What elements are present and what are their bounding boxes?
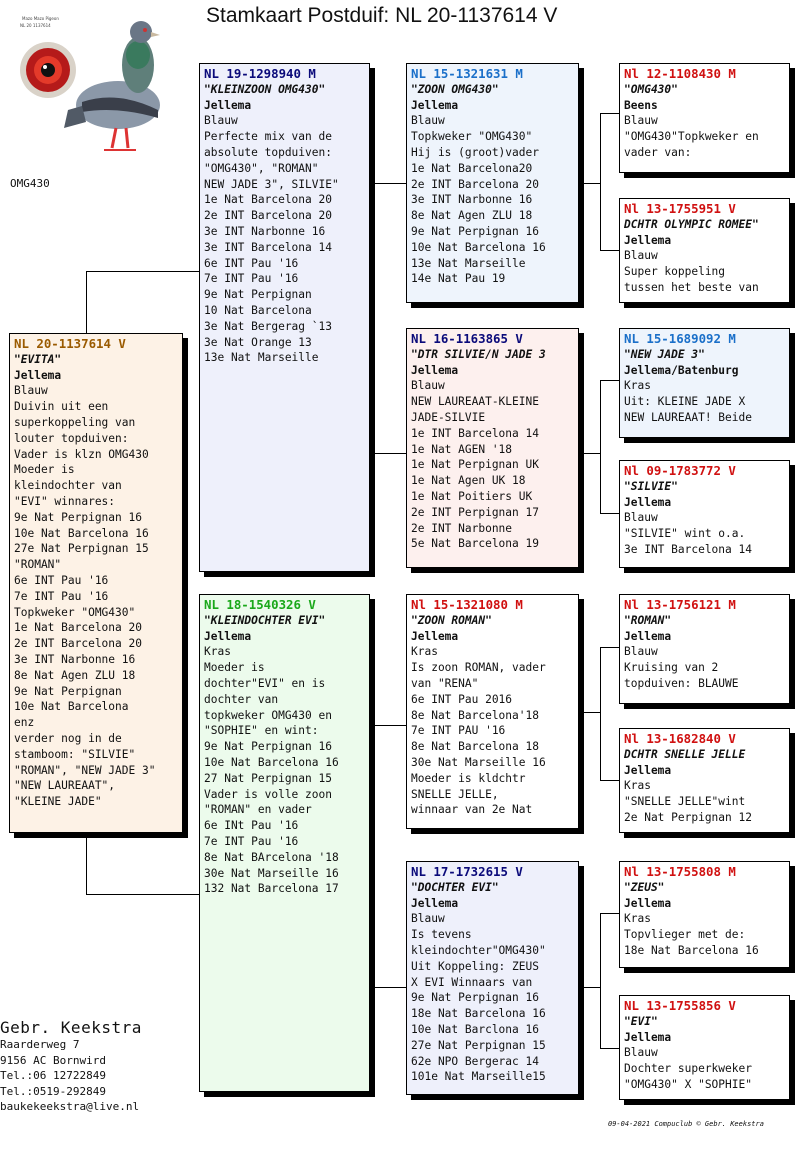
ggp-card-dds: [619, 861, 790, 968]
description-line: "ROMAN" en vader: [204, 803, 312, 817]
description-line: Super koppeling: [624, 265, 726, 279]
description-line: Blauw: [624, 249, 658, 263]
description-line: 3e INT Barcelona 14: [204, 240, 332, 254]
description-line: 3e INT Narbonne 16: [411, 193, 533, 207]
pigeon-name: DCHTR OLYMPIC ROMEE": [624, 217, 759, 231]
ggp-card-dss: [619, 594, 790, 704]
description-line: NEW LAUREAAT! Beide: [624, 410, 752, 424]
description: [204, 113, 366, 366]
description-line: 1e Nat Agen UK 18: [411, 474, 526, 488]
description-line: absolute topduiven:: [204, 145, 332, 159]
connector-line: [584, 712, 600, 713]
description-line: 8e Nat Barcelona 18: [411, 740, 539, 754]
ggp-card-sds: [619, 328, 790, 438]
ring-number: NL 16-1163865 V: [411, 331, 523, 346]
connector-line: [600, 113, 601, 250]
owner-phone-2: Tel.:0519-292849: [0, 1084, 106, 1098]
description: [624, 378, 786, 425]
sire-dam-card: [406, 328, 579, 568]
description-line: 3e INT Barcelona 14: [624, 542, 752, 556]
connector-line: [584, 453, 600, 454]
ring-number: Nl 13-1682840 V: [624, 731, 736, 746]
description-line: 1e INT Barcelona 14: [411, 426, 539, 440]
description: [411, 644, 575, 818]
description-line: 2e INT Barcelona 20: [411, 177, 539, 191]
description-line: 10e Nat Barcelona 16: [204, 755, 339, 769]
connector-line: [374, 183, 406, 184]
sire-card: [199, 63, 370, 572]
connector-line: [600, 250, 619, 251]
description-line: Kruising van 2: [624, 661, 719, 675]
description-line: 2e INT Barcelona 20: [204, 209, 332, 223]
description-line: 3e Nat Orange 13: [204, 335, 312, 349]
ring-number: Nl 12-1108430 M: [624, 66, 736, 81]
connector-line: [600, 513, 619, 514]
description-line: louter topduiven:: [14, 431, 129, 445]
description-line: 1e Nat Perpignan UK: [411, 458, 539, 472]
description-line: 27e Nat Perpignan 15: [14, 542, 149, 556]
description-line: 6e INT Pau '16: [14, 573, 109, 587]
description-line: Moeder is kldchtr: [411, 771, 526, 785]
page-title: Stamkaart Postduif: NL 20-1137614 V: [206, 4, 558, 27]
connector-line: [374, 725, 375, 987]
ring-number: NL 15-1689092 M: [624, 331, 736, 346]
description-line: superkoppeling van: [14, 415, 136, 429]
description-line: "SILVIE" wint o.a.: [624, 527, 746, 541]
owner-email: baukekeekstra@live.nl: [0, 1100, 140, 1114]
description: [624, 248, 786, 295]
owner-name: Gebr. Keekstra: [0, 1018, 142, 1037]
description-line: "SNELLE JELLE"wint: [624, 795, 746, 809]
description-line: Blauw: [624, 114, 658, 128]
description-line: 2e INT Perpignan 17: [411, 505, 539, 519]
connector-line: [600, 913, 619, 914]
description-line: 18e Nat Barcelona 16: [624, 943, 759, 957]
description-line: 14e Nat Pau 19: [411, 272, 506, 286]
description-line: 62e NPO Bergerac 14: [411, 1054, 539, 1068]
connector-line: [374, 987, 406, 988]
photo-label-ring: NL 20 1137614: [20, 23, 51, 28]
connector-line: [86, 833, 87, 894]
breeder-name: Beens: [624, 98, 658, 112]
connector-line: [86, 271, 87, 333]
photo-label: Mazo Mazo Pigeon: [22, 16, 59, 21]
eye-image: [20, 42, 76, 98]
description-line: Topkweker "OMG430": [14, 605, 136, 619]
description-line: 9e Nat Perpignan: [204, 288, 312, 302]
connector-line: [584, 183, 600, 184]
breeder-name: Jellema: [411, 896, 459, 910]
description-line: 1e Nat Barcelona 20: [14, 621, 142, 635]
description-line: 9e Nat Perpignan 16: [411, 991, 539, 1005]
breeder-name: Jellema: [624, 233, 672, 247]
description-line: stamboom: "SILVIE": [14, 747, 136, 761]
description: [14, 383, 179, 810]
description-line: enz: [14, 716, 35, 730]
connector-line: [86, 894, 199, 895]
description-line: "KLEINE JADE": [14, 795, 102, 809]
connector-line: [86, 271, 199, 272]
description-line: Moeder is: [204, 661, 265, 675]
connector-line: [374, 183, 375, 453]
description-line: kleindochter van: [14, 479, 122, 493]
ring-number: NL 15-1321631 M: [411, 66, 523, 81]
pigeon-name: "ROMAN": [624, 613, 672, 627]
connector-line: [584, 987, 600, 988]
description-line: Blauw: [411, 114, 445, 128]
description-line: JADE-SILVIE: [411, 410, 486, 424]
ring-number: Nl 13-1755808 M: [624, 864, 736, 879]
description-line: tussen het beste van: [624, 280, 759, 294]
description: [624, 644, 786, 691]
description-line: 3e Nat Bergerag `13: [204, 319, 332, 333]
breeder-name: Jellema: [624, 495, 672, 509]
breeder-name: Jellema: [624, 1030, 672, 1044]
description-line: van "RENA": [411, 676, 479, 690]
description: [204, 644, 366, 897]
photo-caption: OMG430: [10, 177, 50, 190]
pigeon-photo: [8, 10, 173, 165]
description-line: 1e Nat Barcelona 20: [204, 193, 332, 207]
description-line: 5e Nat Barcelona 19: [411, 537, 539, 551]
connector-line: [600, 913, 601, 1048]
description-line: Topkweker "OMG430": [411, 130, 533, 144]
description-line: 2e Nat Perpignan 12: [624, 810, 752, 824]
description-line: 7e INT PAU '16: [411, 724, 506, 738]
description-line: 10e Nat Barcelona 16: [411, 240, 546, 254]
description: [624, 911, 786, 958]
description-line: Kras: [624, 912, 651, 926]
description-line: Topvlieger met de:: [624, 928, 746, 942]
ggp-card-sss: [619, 63, 790, 173]
pigeon-body-image: [64, 21, 160, 150]
description-line: Is zoon ROMAN, vader: [411, 661, 546, 675]
description-line: kleindochter"OMG430": [411, 943, 546, 957]
description-line: 132 Nat Barcelona 17: [204, 882, 339, 896]
description: [411, 911, 575, 1085]
description-line: topkweker OMG430 en: [204, 708, 332, 722]
description-line: 18e Nat Barcelona 16: [411, 1007, 546, 1021]
breeder-name: Jellema: [624, 896, 672, 910]
description-line: 2e INT Barcelona 20: [14, 637, 142, 651]
description-line: Blauw: [624, 511, 658, 525]
pigeon-name: "ZEUS": [624, 880, 665, 894]
description-line: 6e INT Pau '16: [204, 256, 299, 270]
description-line: 9e Nat Perpignan: [14, 684, 122, 698]
pigeon-name: "OMG430": [624, 82, 678, 96]
description-line: Blauw: [204, 114, 238, 128]
sire-sire-card: [406, 63, 579, 303]
description-line: "ROMAN", "NEW JADE 3": [14, 763, 156, 777]
description-line: Hij is (groot)vader: [411, 145, 539, 159]
description-line: 1e Nat Poitiers UK: [411, 489, 533, 503]
description-line: Duivin uit een: [14, 400, 109, 414]
connector-line: [374, 725, 406, 726]
description-line: 101e Nat Marseille15: [411, 1070, 546, 1084]
description-line: Is tevens: [411, 928, 472, 942]
description-line: 7e INT Pau '16: [204, 272, 299, 286]
owner-phone: Tel.:06 12722849: [0, 1069, 106, 1083]
description-line: Uit Koppeling: ZEUS: [411, 959, 539, 973]
description-line: 10e Nat Barclona 16: [411, 1022, 539, 1036]
pigeon-name: "ZOON ROMAN": [411, 613, 492, 627]
pigeon-name: "DTR SILVIE/N JADE 3: [411, 347, 546, 361]
subject-card: [9, 333, 183, 833]
description-line: 8e Nat Barcelona'18: [411, 708, 539, 722]
description-line: "ROMAN": [14, 558, 62, 572]
description-line: 13e Nat Marseille: [204, 351, 319, 365]
pigeon-name: "EVI": [624, 1014, 658, 1028]
ggp-card-sdd: [619, 460, 790, 568]
description-line: Blauw: [411, 912, 445, 926]
connector-line: [600, 380, 619, 381]
breeder-name: Jellema/Batenburg: [624, 363, 739, 377]
breeder-name: Jellema: [624, 763, 672, 777]
pigeon-name: "DOCHTER EVI": [411, 880, 499, 894]
breeder-name: Jellema: [411, 363, 459, 377]
description-line: 27e Nat Perpignan 15: [411, 1038, 546, 1052]
description-line: topduiven: BLAUWE: [624, 676, 739, 690]
description-line: Blauw: [624, 645, 658, 659]
description-line: Kras: [624, 779, 651, 793]
ring-number: NL 19-1298940 M: [204, 66, 316, 81]
connector-line: [600, 113, 619, 114]
description-line: "EVI" winnares:: [14, 494, 116, 508]
dam-card: [199, 594, 370, 1092]
breeder-name: Jellema: [14, 368, 62, 382]
description-line: Dochter superkweker: [624, 1062, 752, 1076]
description-line: 8e Nat Agen ZLU 18: [411, 209, 533, 223]
connector-line: [600, 780, 619, 781]
breeder-name: Jellema: [204, 98, 252, 112]
description: [411, 113, 575, 287]
description-line: Kras: [411, 645, 438, 659]
ring-number: NL 20-1137614 V: [14, 336, 126, 351]
description-line: Blauw: [14, 384, 48, 398]
ring-number: Nl 13-1756121 M: [624, 597, 736, 612]
description-line: Kras: [624, 379, 651, 393]
connector-line: [600, 1048, 619, 1049]
description-line: "OMG430"Topkweker en: [624, 130, 759, 144]
description-line: 9e Nat Perpignan 16: [14, 510, 142, 524]
description-line: 7e INT Pau '16: [14, 589, 109, 603]
description-line: 13e Nat Marseille: [411, 256, 526, 270]
description-line: 7e INT Pau '16: [204, 834, 299, 848]
description-line: 1e Nat Barcelona20: [411, 161, 533, 175]
connector-line: [600, 647, 601, 780]
pigeon-name: "KLEINDOCHTER EVI": [204, 613, 326, 627]
ring-number: Nl 09-1783772 V: [624, 463, 736, 478]
description-line: 6e INT Pau 2016: [411, 692, 513, 706]
description-line: "NEW LAUREAAT",: [14, 779, 116, 793]
pigeon-name: "EVITA": [14, 352, 62, 366]
description-line: Blauw: [624, 1046, 658, 1060]
description-line: 8e Nat Agen ZLU 18: [14, 668, 136, 682]
description-line: X EVI Winnaars van: [411, 975, 533, 989]
description-line: 9e Nat Perpignan 16: [411, 224, 539, 238]
description-line: winnaar van 2e Nat: [411, 803, 533, 817]
description-line: 30e Nat Marseille 16: [204, 866, 339, 880]
pigeon-name: DCHTR SNELLE JELLE: [624, 747, 746, 761]
description-line: Vader is volle zoon: [204, 787, 332, 801]
dam-dam-card: [406, 861, 579, 1095]
breeder-name: Jellema: [411, 629, 459, 643]
owner-address: Raarderweg 7: [0, 1038, 80, 1051]
connector-line: [600, 647, 619, 648]
description-line: Perfecte mix van de: [204, 130, 332, 144]
ring-number: NL 17-1732615 V: [411, 864, 523, 879]
description-line: 3e INT Narbonne 16: [204, 224, 326, 238]
description-line: 10 Nat Barcelona: [204, 303, 312, 317]
pigeon-name: "KLEINZOON OMG430": [204, 82, 326, 96]
description: [624, 1045, 786, 1092]
ggp-card-ssd: [619, 198, 790, 303]
description-line: "SOPHIE" en wint:: [204, 724, 319, 738]
description-line: 10e Nat Barcelona 16: [14, 526, 149, 540]
description-line: "OMG430" X "SOPHIE": [624, 1077, 752, 1091]
description-line: NEW LAUREAAT-KLEINE: [411, 395, 539, 409]
ring-number: NL 18-1540326 V: [204, 597, 316, 612]
pigeon-name: "SILVIE": [624, 479, 678, 493]
description-line: 10e Nat Barcelona: [14, 700, 129, 714]
description: [624, 778, 786, 825]
pigeon-name: "ZOON OMG430": [411, 82, 499, 96]
breeder-name: Jellema: [204, 629, 252, 643]
footer-credit: 09-04-2021 Compuclub © Gebr. Keekstra: [608, 1120, 764, 1128]
ggp-card-ddd: [619, 995, 790, 1100]
description-line: Blauw: [411, 379, 445, 393]
description-line: verder nog in de: [14, 731, 122, 745]
description-line: 8e Nat BArcelona '18: [204, 850, 339, 864]
description-line: 9e Nat Perpignan 16: [204, 740, 332, 754]
description-line: Kras: [204, 645, 231, 659]
description-line: dochter"EVI" en is: [204, 676, 326, 690]
description-line: "OMG430", "ROMAN": [204, 161, 319, 175]
description-line: 27 Nat Perpignan 15: [204, 771, 332, 785]
description-line: vader van:: [624, 145, 692, 159]
description-line: Uit: KLEINE JADE X: [624, 395, 746, 409]
dam-sire-card: [406, 594, 579, 829]
breeder-name: Jellema: [411, 98, 459, 112]
description-line: Vader is klzn OMG430: [14, 447, 149, 461]
pigeon-name: "NEW JADE 3": [624, 347, 705, 361]
description-line: 2e INT Narbonne: [411, 521, 513, 535]
description-line: 30e Nat Marseille 16: [411, 755, 546, 769]
ring-number: Nl 15-1321080 M: [411, 597, 523, 612]
description-line: Moeder is: [14, 463, 75, 477]
description: [411, 378, 575, 552]
breeder-name: Jellema: [624, 629, 672, 643]
description-line: 6e INt Pau '16: [204, 819, 299, 833]
description-line: SNELLE JELLE,: [411, 787, 499, 801]
owner-info: [0, 1018, 142, 1115]
description-line: dochter van: [204, 692, 279, 706]
owner-postal: 9156 AC Bornwird: [0, 1053, 106, 1067]
description: [624, 113, 786, 160]
connector-line: [600, 380, 601, 513]
description-line: 3e INT Narbonne 16: [14, 652, 136, 666]
ring-number: Nl 13-1755951 V: [624, 201, 736, 216]
ggp-card-dsd: [619, 728, 790, 833]
description-line: 1e Nat AGEN '18: [411, 442, 513, 456]
ring-number: NL 13-1755856 V: [624, 998, 736, 1013]
description-line: NEW JADE 3", SILVIE": [204, 177, 339, 191]
connector-line: [374, 453, 406, 454]
description: [624, 510, 786, 557]
